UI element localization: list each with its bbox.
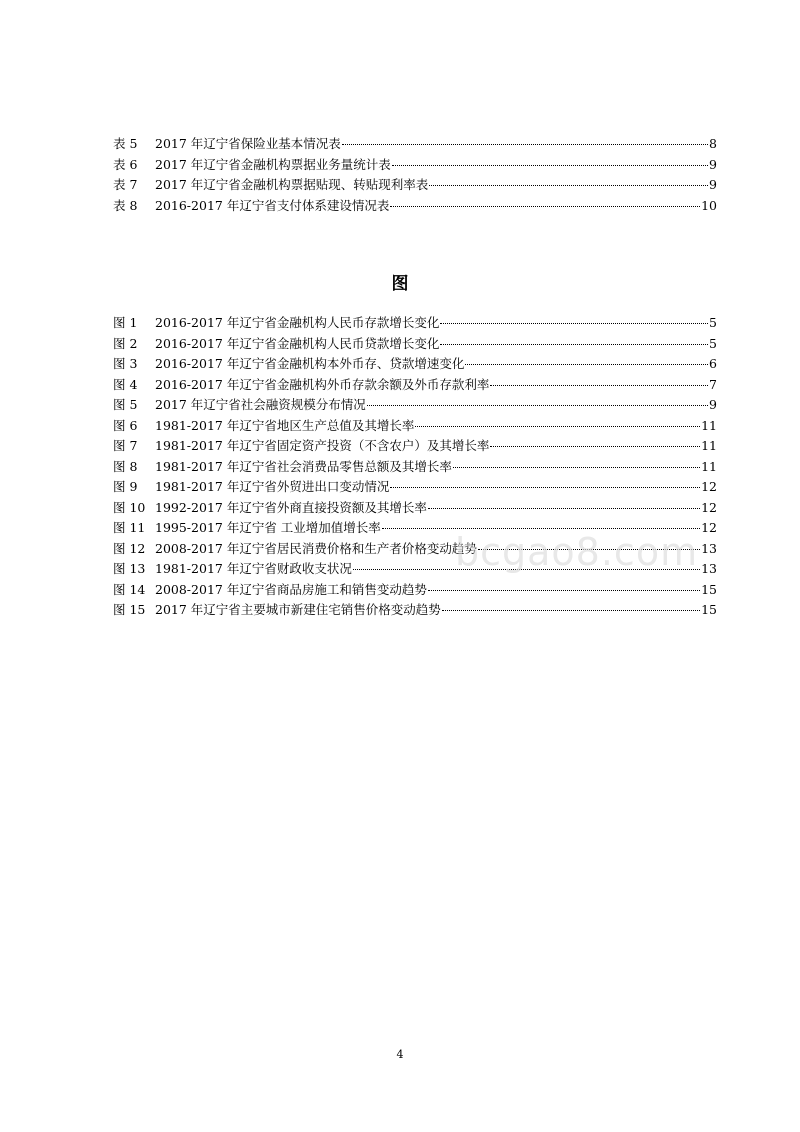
page-number: 4	[396, 1048, 404, 1061]
entry-title: 2017 年辽宁省金融机构票据业务量统计表	[155, 156, 391, 172]
toc-entry[interactable]	[113, 334, 717, 355]
entry-title: 2017 年辽宁省主要城市新建住宅销售价格变动趋势	[155, 602, 441, 617]
entry-title: 2017 年辽宁省金融机构票据贴现、转贴现利率表	[155, 177, 429, 192]
dot-leader	[415, 426, 700, 427]
entry-title: 2016-2017 年辽宁省支付体系建设情况表	[155, 197, 390, 213]
dot-leader	[367, 405, 708, 406]
entry-page: 9	[709, 397, 717, 412]
entry-prefix: 表 6	[113, 156, 138, 172]
entry-page: 10	[701, 197, 717, 213]
entry-prefix: 图 11	[113, 520, 146, 535]
entry-prefix: 图 1	[113, 315, 138, 330]
dot-leader	[390, 206, 700, 207]
dot-leader	[490, 446, 700, 447]
entry-prefix: 图 12	[113, 540, 146, 556]
entry-page: 11	[701, 438, 717, 453]
dot-leader	[465, 364, 708, 365]
entry-prefix: 图 3	[113, 356, 138, 371]
entry-page: 5	[709, 335, 717, 351]
entry-title: 2016-2017 年辽宁省金融机构人民币贷款增长变化	[155, 335, 440, 351]
dot-leader	[440, 323, 708, 324]
entry-page: 11	[701, 458, 717, 474]
entry-title: 1981-2017 年辽宁省财政收支状况	[155, 561, 352, 576]
entry-page: 7	[709, 376, 717, 392]
entry-title: 1981-2017 年辽宁省社会消费品零售总额及其增长率	[155, 458, 452, 474]
dot-leader	[390, 487, 700, 488]
dot-leader	[429, 185, 708, 186]
entry-title: 2017 年辽宁省社会融资规模分布情况	[155, 397, 366, 412]
entry-prefix: 表 5	[113, 136, 138, 151]
entry-page: 12	[701, 479, 717, 494]
toc-entry[interactable]	[113, 354, 717, 375]
entry-title: 1992-2017 年辽宁省外商直接投资额及其增长率	[155, 499, 427, 515]
entry-title: 2016-2017 年辽宁省金融机构人民币存款增长变化	[155, 315, 440, 330]
entry-page: 11	[701, 417, 717, 433]
entry-prefix: 表 8	[113, 197, 138, 213]
dot-leader	[428, 590, 700, 591]
entry-page: 9	[709, 177, 717, 192]
entry-title: 2008-2017 年辽宁省商品房施工和销售变动趋势	[155, 581, 427, 597]
entry-page: 12	[701, 520, 717, 535]
entry-title: 1981-2017 年辽宁省地区生产总值及其增长率	[155, 417, 415, 433]
entry-page: 6	[709, 356, 717, 371]
entry-page: 13	[701, 561, 717, 576]
entry-prefix: 图 5	[113, 397, 138, 412]
dot-leader	[490, 385, 708, 386]
entry-page: 12	[701, 499, 717, 515]
entry-prefix: 图 4	[113, 376, 138, 392]
toc-entry[interactable]	[113, 457, 717, 478]
toc-entry[interactable]	[113, 313, 717, 334]
figure-list	[113, 313, 717, 621]
toc-entry[interactable]	[113, 175, 717, 196]
toc-entry[interactable]	[113, 436, 717, 457]
toc-entry[interactable]	[113, 375, 717, 396]
entry-title: 2008-2017 年辽宁省居民消费价格和生产者价格变动趋势	[155, 540, 477, 556]
dot-leader	[440, 344, 708, 345]
entry-page: 15	[701, 602, 717, 617]
dot-leader	[428, 508, 700, 509]
entry-prefix: 图 9	[113, 479, 138, 494]
entry-page: 8	[709, 136, 717, 151]
watermark: bcgao8.com	[455, 530, 699, 574]
entry-title: 1981-2017 年辽宁省固定资产投资（不含农户）及其增长率	[155, 438, 490, 453]
toc-entry[interactable]	[113, 196, 717, 217]
toc-entry[interactable]	[113, 416, 717, 437]
entry-prefix: 图 15	[113, 602, 146, 617]
toc-entry[interactable]	[113, 477, 717, 498]
entry-title: 2016-2017 年辽宁省金融机构本外币存、贷款增速变化	[155, 356, 465, 371]
entry-title: 2016-2017 年辽宁省金融机构外币存款余额及外币存款利率	[155, 376, 490, 392]
entry-prefix: 图 7	[113, 438, 138, 453]
toc-entry[interactable]	[113, 580, 717, 601]
entry-title: 2017 年辽宁省保险业基本情况表	[155, 136, 341, 151]
dot-leader	[453, 467, 700, 468]
dot-leader	[342, 144, 708, 145]
dot-leader	[442, 610, 700, 611]
entry-page: 15	[701, 581, 717, 597]
entry-prefix: 图 6	[113, 417, 138, 433]
entry-prefix: 图 2	[113, 335, 138, 351]
entry-prefix: 图 14	[113, 581, 146, 597]
toc-entry[interactable]	[113, 498, 717, 519]
dot-leader	[392, 165, 708, 166]
toc-entry[interactable]	[113, 600, 717, 621]
entry-prefix: 表 7	[113, 177, 138, 192]
entry-prefix: 图 13	[113, 561, 146, 576]
entry-title: 1995-2017 年辽宁省 工业增加值增长率	[155, 520, 381, 535]
figures-heading: 图	[391, 274, 409, 294]
entry-page: 5	[709, 315, 717, 330]
dot-leader	[382, 528, 700, 529]
entry-title: 1981-2017 年辽宁省外贸进出口变动情况	[155, 479, 390, 494]
entry-prefix: 图 8	[113, 458, 138, 474]
entry-prefix: 图 10	[113, 499, 146, 515]
toc-entry[interactable]	[113, 395, 717, 416]
entry-page: 13	[701, 540, 717, 556]
entry-page: 9	[709, 156, 717, 172]
table-list	[113, 134, 717, 216]
toc-entry[interactable]	[113, 155, 717, 176]
toc-entry[interactable]	[113, 134, 717, 155]
